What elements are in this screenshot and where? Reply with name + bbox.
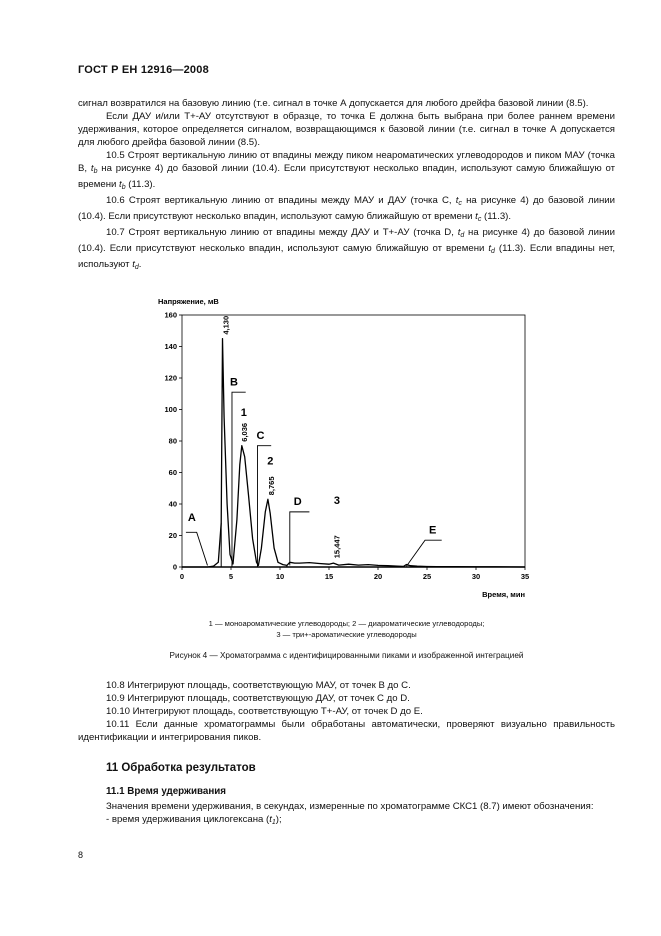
peak-number: 2 [267, 455, 274, 468]
peak-number: 3 [333, 495, 341, 507]
y-tick-label: 40 [168, 499, 177, 509]
y-tick-label: 160 [164, 310, 177, 320]
point-label-C: C [256, 430, 265, 442]
y-tick-label: 100 [164, 405, 177, 415]
document-header: ГОСТ Р ЕН 12916—2008 [78, 64, 209, 76]
point-label-D: D [293, 496, 302, 509]
plot-frame [182, 315, 525, 567]
point-leader-D [290, 512, 310, 566]
y-tick-label: 140 [164, 342, 177, 352]
y-tick-label: 20 [168, 531, 177, 541]
point-leader-E [406, 540, 441, 566]
chromatogram-chart [150, 292, 540, 612]
point-label-E: E [428, 524, 437, 537]
signal-trace [182, 339, 525, 567]
point-label-A: A [187, 511, 196, 524]
steps-text [78, 679, 615, 744]
paragraph-10-6: 10.6 Строят вертикальную линию от впадины между МАУ и ДАУ (точка С, $t_c$ на рисунке 4) до базовой линии (10.4). Если присутствуют несколько впадин, используют самую ближайшую от времени $t_c$ (11.3). [78, 195, 615, 223]
legend-line-2: 3 — три+-ароматические углеводороды [276, 630, 417, 639]
y-tick-label: 80 [168, 436, 177, 446]
peak-time-label: 4,130 [221, 315, 231, 335]
point-label-B: B [230, 376, 238, 389]
figure-caption: Рисунок 4 — Хроматограмма с идентифицированными пиками и изображенной интеграцией [169, 651, 524, 660]
paragraph-10-7: 10.7 Строят вертикальную линию от впадины между ДАУ и Т+-АУ (точка D, $t_d$ на рисунке 4) до базовой линии (10.4). Если присутствуют несколько впадин, используют самую ближайшую от времени $t_d$ (11.3). Если впадины нет, используют $t_d$. [78, 227, 616, 271]
intro-text [78, 97, 615, 274]
x-tick-label: 10 [275, 572, 285, 581]
y-tick-label: 0 [172, 562, 177, 572]
legend-line-1: 1 — моноароматические углеводороды; 2 — диароматические углеводороды; [208, 619, 485, 628]
peak-time-label: 6,036 [240, 422, 250, 442]
x-tick-label: 35 [520, 572, 530, 581]
step-10-9: 10.9 Интегрируют площадь, соответствующую ДАУ, от точек С до D. [106, 693, 410, 704]
page-number: 8 [78, 850, 84, 860]
step-10-10: 10.10 Интегрируют площадь, соответствующую Т+-АУ, от точек D до Е. [106, 706, 423, 717]
step-10-11: 10.11 Если данные хроматограммы были обработаны автоматически, проверяют визуально правильность идентификации и интегрирования пиков. [78, 719, 615, 743]
subsection-title: 11.1 Время удерживания [106, 786, 227, 797]
x-tick-label: 30 [471, 572, 481, 581]
x-axis-label: Время, мин [482, 590, 525, 599]
y-axis-label: Напряжение, мВ [158, 297, 219, 306]
point-leader-A [186, 532, 208, 565]
figure-legend [78, 618, 615, 640]
x-tick-label: 25 [422, 572, 432, 581]
section-title: 11 Обработка результатов [106, 762, 256, 774]
paragraph-2: Если ДАУ и/или Т+-АУ отсутствуют в образце, то точка Е должна быть выбрана при более раннем времени удерживания, которое определяется сигналом, возвращающимся к базовой линии (т.е. сигнал в точке А допускается для любого дрейфа базовой линии (8.5). [78, 111, 615, 148]
peak-time-label: 8,765 [266, 476, 276, 496]
paragraph-1: сигнал возвратился на базовую линию (т.е. сигнал в точке А допускается для любого дрейфа базовой линии (8.5). [78, 98, 589, 109]
y-tick-label: 60 [168, 468, 177, 478]
peak-time-label: 15,447 [332, 535, 342, 559]
x-tick-label: 5 [228, 572, 234, 581]
x-tick-label: 0 [179, 572, 185, 581]
x-tick-label: 15 [324, 572, 334, 581]
step-10-8: 10.8 Интегрируют площадь, соответствующую МАУ, от точек В до С. [106, 680, 411, 691]
peak-number: 1 [240, 406, 247, 419]
paragraph-10-5: 10.5 Строят вертикальную линию от впадины между пиком неароматических углеводородов и пиком МАУ (точка В, $t_b$ на рисунке 4) до базовой линии (10.4). Если присутствуют несколько впадин, используют самую ближайшую от времени $t_b$ (11.3). [78, 150, 615, 191]
x-tick-label: 20 [373, 572, 383, 581]
retention-paragraph: Значения времени удерживания, в секундах, измеренные по хроматограмме СКС1 (8.7) имеют обозначения: [106, 801, 594, 812]
y-tick-label: 120 [164, 373, 177, 383]
retention-item: - время удерживания циклогексана $(t_1)$; [106, 814, 282, 826]
final-text [78, 800, 615, 829]
